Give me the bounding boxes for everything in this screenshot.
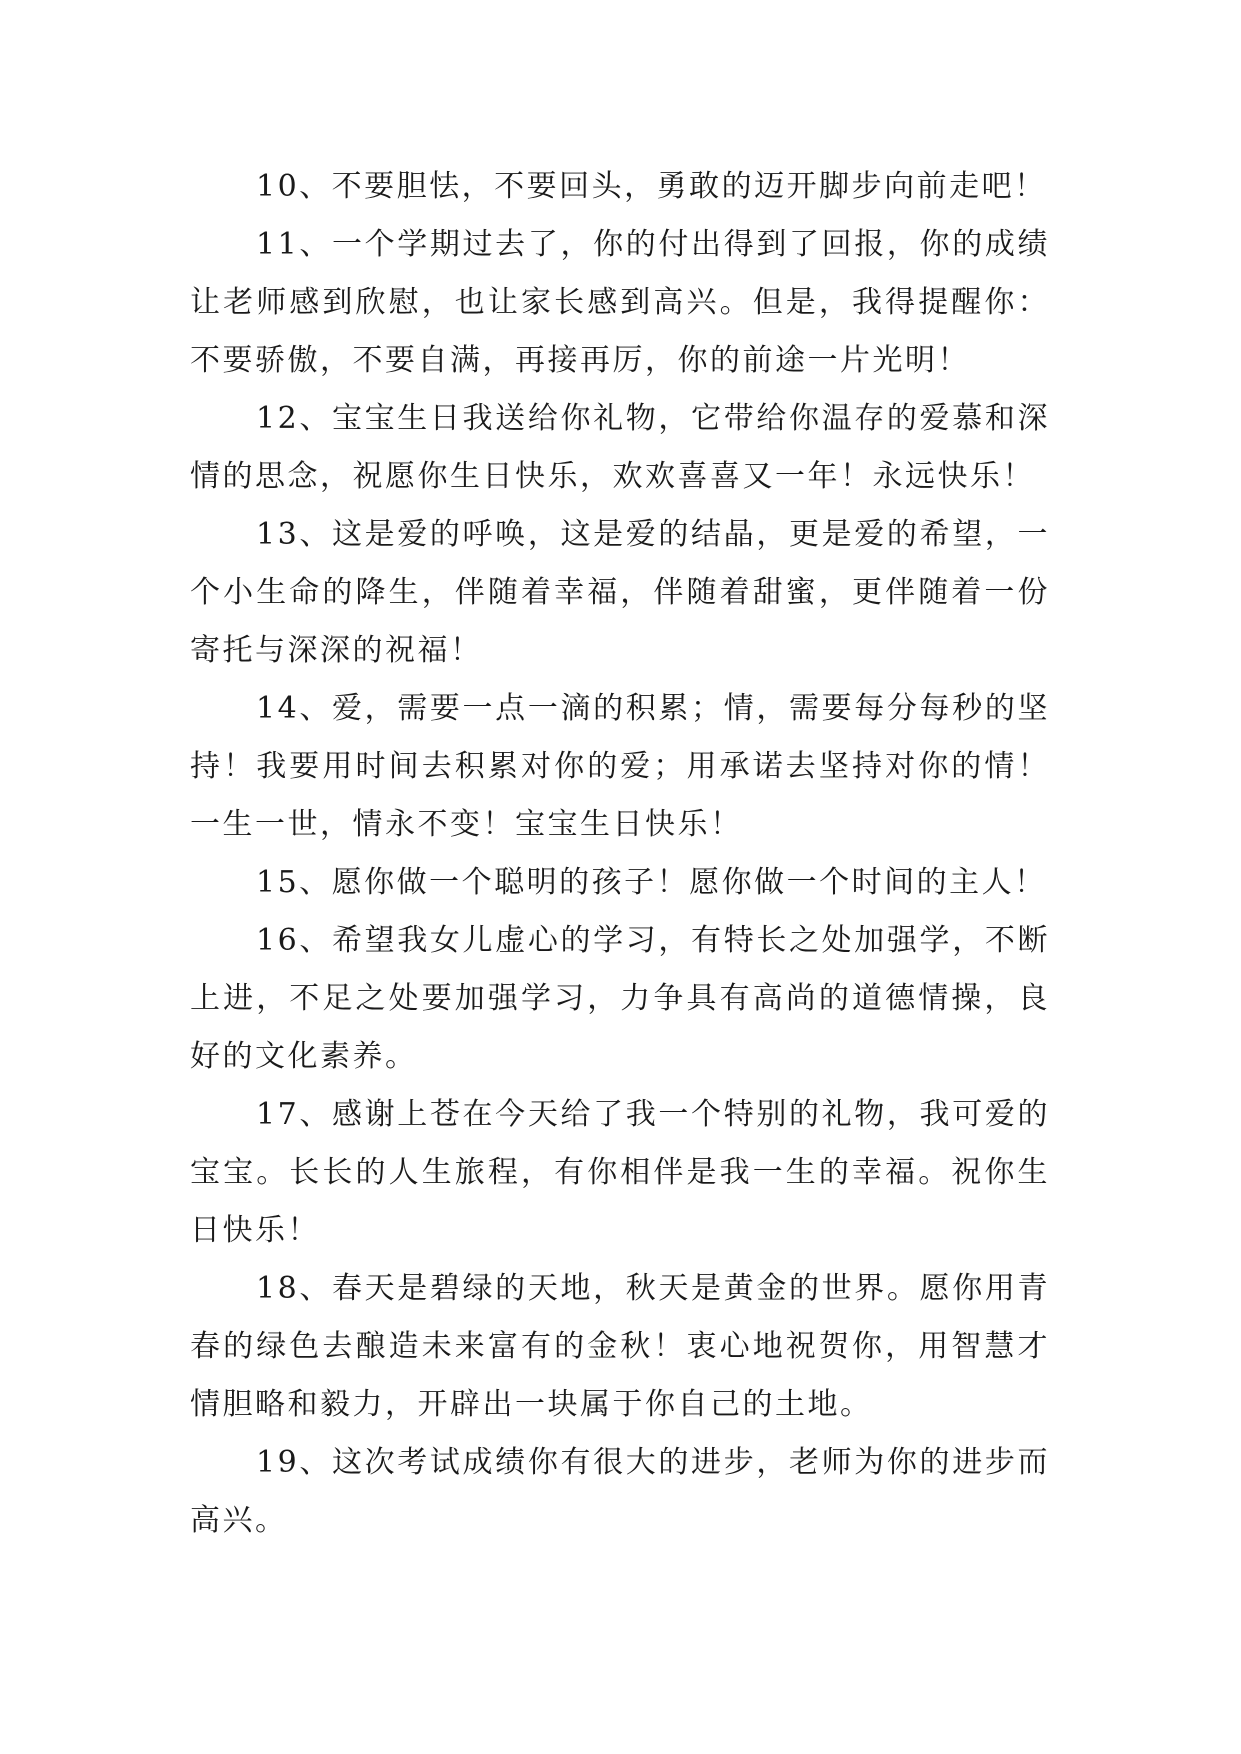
paragraph-15: 15、愿你做一个聪明的孩子！愿你做一个时间的主人！ bbox=[256, 865, 1047, 900]
paragraph-14: 14、爱，需要一点一滴的积累；情，需要每分每秒的坚持！我要用时间去积累对你的爱；用承诺去坚持对你的情！一生一世，情永不变！宝宝生日快乐！ bbox=[190, 691, 1050, 842]
paragraph-13: 13、这是爱的呼唤，这是爱的结晶，更是爱的希望，一个小生命的降生，伴随着幸福，伴随着甜蜜，更伴随着一份寄托与深深的祝福！ bbox=[190, 517, 1050, 668]
paragraph-19: 19、这次考试成绩你有很大的进步，老师为你的进步而高兴。 bbox=[190, 1445, 1050, 1538]
paragraph-16: 16、希望我女儿虚心的学习，有特长之处加强学，不断上进，不足之处要加强学习，力争具有高尚的道德情操，良好的文化素养。 bbox=[190, 923, 1050, 1074]
paragraph-12: 12、宝宝生日我送给你礼物，它带给你温存的爱慕和深情的思念，祝愿你生日快乐，欢欢喜喜又一年！永远快乐！ bbox=[190, 401, 1050, 494]
paragraph-18: 18、春天是碧绿的天地，秋天是黄金的世界。愿你用青春的绿色去酿造未来富有的金秋！衷心地祝贺你，用智慧才情胆略和毅力，开辟出一块属于你自己的土地。 bbox=[190, 1271, 1050, 1422]
document-body bbox=[190, 158, 1050, 1550]
paragraph-11: 11、一个学期过去了，你的付出得到了回报，你的成绩让老师感到欣慰，也让家长感到高兴。但是，我得提醒你：不要骄傲，不要自满，再接再厉，你的前途一片光明！ bbox=[190, 227, 1050, 378]
paragraph-17: 17、感谢上苍在今天给了我一个特别的礼物，我可爱的宝宝。长长的人生旅程，有你相伴是我一生的幸福。祝你生日快乐！ bbox=[190, 1097, 1050, 1248]
paragraph-10: 10、不要胆怯，不要回头，勇敢的迈开脚步向前走吧！ bbox=[256, 169, 1047, 204]
